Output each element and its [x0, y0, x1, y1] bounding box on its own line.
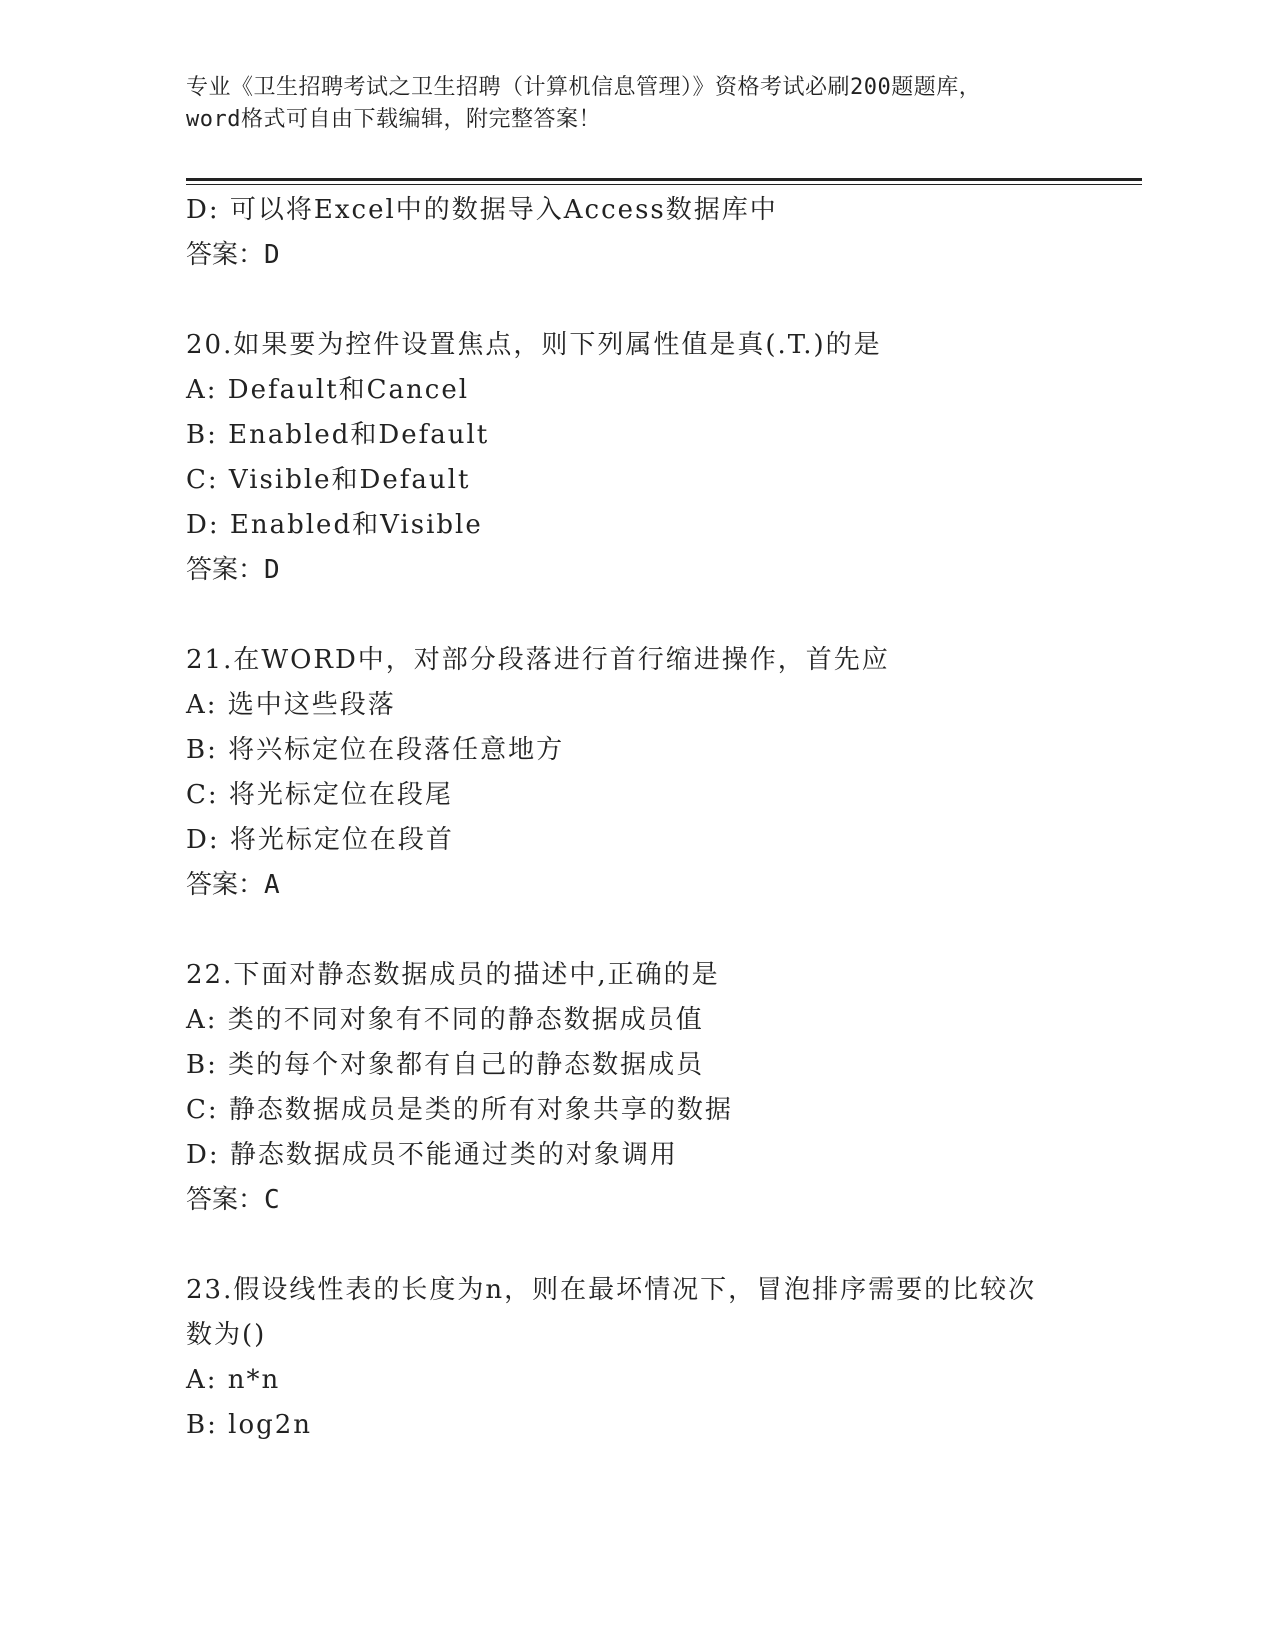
answer-line: 答案：A [186, 870, 280, 900]
page-header [186, 72, 1086, 136]
question-block-21 [186, 638, 1086, 908]
option-a: A: 选中这些段落 [186, 690, 396, 720]
question-block-20 [186, 323, 1086, 593]
spacer [186, 908, 1086, 953]
answer-line: 答案：D [186, 555, 280, 585]
question-block-22 [186, 953, 1086, 1223]
header-divider-thin [186, 184, 1142, 185]
question-block-23 [186, 1268, 1086, 1448]
option-c: C: 将光标定位在段尾 [186, 780, 453, 810]
option-a: A: 类的不同对象有不同的静态数据成员值 [186, 1005, 704, 1035]
option-d: D: Enabled和Visible [186, 510, 483, 540]
option-c: C: Visible和Default [186, 465, 471, 495]
question-text-line-2: 数为() [186, 1320, 267, 1350]
option-a: A: Default和Cancel [186, 375, 470, 405]
option-d: D: 将光标定位在段首 [186, 825, 454, 855]
option-d: D: 静态数据成员不能通过类的对象调用 [186, 1140, 678, 1170]
question-list [186, 188, 1086, 1448]
question-text: 22.下面对静态数据成员的描述中,正确的是 [186, 960, 720, 990]
spacer [186, 1223, 1086, 1268]
question-text: 20.如果要为控件设置焦点，则下列属性值是真(.T.)的是 [186, 330, 882, 360]
question-text-line-1: 23.假设线性表的长度为n，则在最坏情况下，冒泡排序需要的比较次 [186, 1275, 1037, 1305]
option-d: D: 可以将Excel中的数据导入Access数据库中 [186, 195, 778, 225]
option-c: C: 静态数据成员是类的所有对象共享的数据 [186, 1095, 733, 1125]
header-divider-thick [186, 178, 1142, 181]
option-b: B: Enabled和Default [186, 420, 490, 450]
question-block-19-tail [186, 188, 1086, 278]
question-text: 21.在WORD中，对部分段落进行首行缩进操作，首先应 [186, 645, 890, 675]
answer-line: 答案：D [186, 240, 280, 270]
spacer [186, 278, 1086, 323]
header-title-line-2: word格式可自由下载编辑，附完整答案！ [186, 107, 601, 132]
option-b: B: 将兴标定位在段落任意地方 [186, 735, 565, 765]
option-b: B: 类的每个对象都有自己的静态数据成员 [186, 1050, 705, 1080]
header-title-line-1: 专业《卫生招聘考试之卫生招聘（计算机信息管理）》资格考试必刷200题题库， [186, 75, 982, 100]
option-a: A: n*n [186, 1365, 281, 1395]
answer-line: 答案：C [186, 1185, 280, 1215]
option-b: B: log2n [186, 1410, 313, 1440]
spacer [186, 593, 1086, 638]
